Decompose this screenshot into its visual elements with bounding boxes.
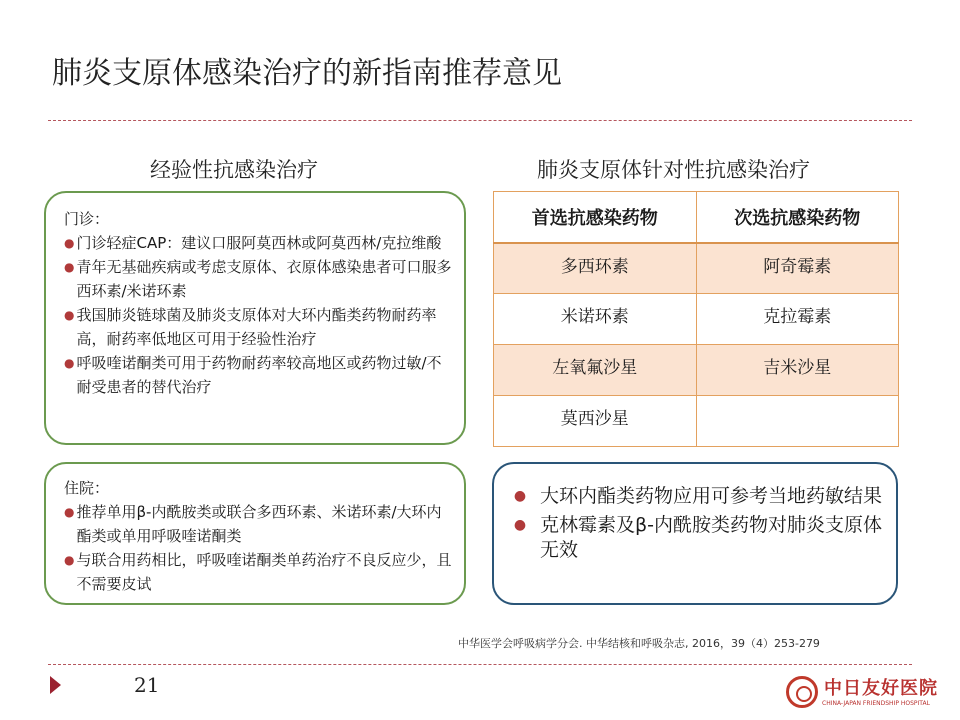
inpatient-label: 住院： [64, 479, 110, 497]
page-number: 21 [134, 673, 160, 697]
bottom-divider [48, 664, 912, 665]
table-header-first-line: 首选抗感染药物 [494, 192, 697, 243]
outpatient-box [44, 191, 466, 445]
table-cell [696, 396, 899, 447]
citation: 中华医学会呼吸病学分会. 中华结核和呼吸杂志, 2016，39（4）253-279 [458, 637, 820, 650]
note-item: ● 大环内酯类药物应用可参考当地药敏结果 [513, 485, 883, 507]
hospital-name-en: CHINA-JAPAN FRIENDSHIP HOSPITAL [822, 700, 930, 707]
bullet-dot-icon: ● [513, 488, 527, 504]
bullet-dot-icon: ● [64, 260, 75, 274]
bullet-dot-icon: ● [64, 356, 75, 370]
empirical-therapy-heading: 经验性抗感染治疗 [150, 158, 318, 182]
slide-title: 肺炎支原体感染治疗的新指南推荐意见 [52, 56, 562, 91]
table-cell: 吉米沙星 [696, 345, 899, 396]
notes-box [492, 462, 898, 605]
bullet-dot-icon: ● [64, 505, 75, 519]
note-item: ● 克林霉素及β-内酰胺类药物对肺炎支原体无效 [513, 514, 882, 561]
inpatient-item: ● 与联合用药相比，呼吸喹诺酮类单药治疗不良反应少，且不需要皮试 [64, 548, 454, 596]
hospital-logo [786, 674, 938, 714]
table-row [494, 294, 899, 345]
bullet-dot-icon: ● [513, 517, 527, 533]
bullet-dot-icon: ● [64, 553, 75, 567]
targeted-therapy-heading: 肺炎支原体针对性抗感染治疗 [537, 158, 810, 182]
outpatient-item: ● 我国肺炎链球菌及肺炎支原体对大环内酯类药物耐药率高，耐药率低地区可用于经验性治疗 [64, 303, 454, 351]
table-cell: 莫西沙星 [494, 396, 697, 447]
antimicrobial-table [493, 191, 899, 447]
outpatient-item: ● 青年无基础疾病或考虑支原体、衣原体感染患者可口服多西环素/米诺环素 [64, 255, 454, 303]
table-row [494, 243, 899, 294]
top-divider [48, 120, 912, 121]
table-cell: 阿奇霉素 [696, 243, 899, 294]
table-cell: 多西环素 [494, 243, 697, 294]
table-cell: 克拉霉素 [696, 294, 899, 345]
outpatient-item: ● 门诊轻症CAP：建议口服阿莫西林或阿莫西林/克拉维酸 [64, 231, 454, 255]
inpatient-item: ● 推荐单用β-内酰胺类或联合多西环素、米诺环素/大环内酯类或单用呼吸喹诺酮类 [64, 500, 454, 548]
bullet-dot-icon: ● [64, 236, 75, 250]
table-cell: 米诺环素 [494, 294, 697, 345]
hospital-emblem-icon [786, 676, 818, 708]
table-header-second-line: 次选抗感染药物 [696, 192, 899, 243]
outpatient-label: 门诊： [64, 210, 110, 228]
hospital-name-cn: 中日友好医院 [824, 678, 938, 699]
table-cell: 左氧氟沙星 [494, 345, 697, 396]
bullet-dot-icon: ● [64, 308, 75, 322]
table-row [494, 345, 899, 396]
outpatient-item: ● 呼吸喹诺酮类可用于药物耐药率较高地区或药物过敏/不耐受患者的替代治疗 [64, 351, 454, 399]
table-row [494, 396, 899, 447]
play-arrow-icon [50, 676, 61, 694]
inpatient-box [44, 462, 466, 605]
